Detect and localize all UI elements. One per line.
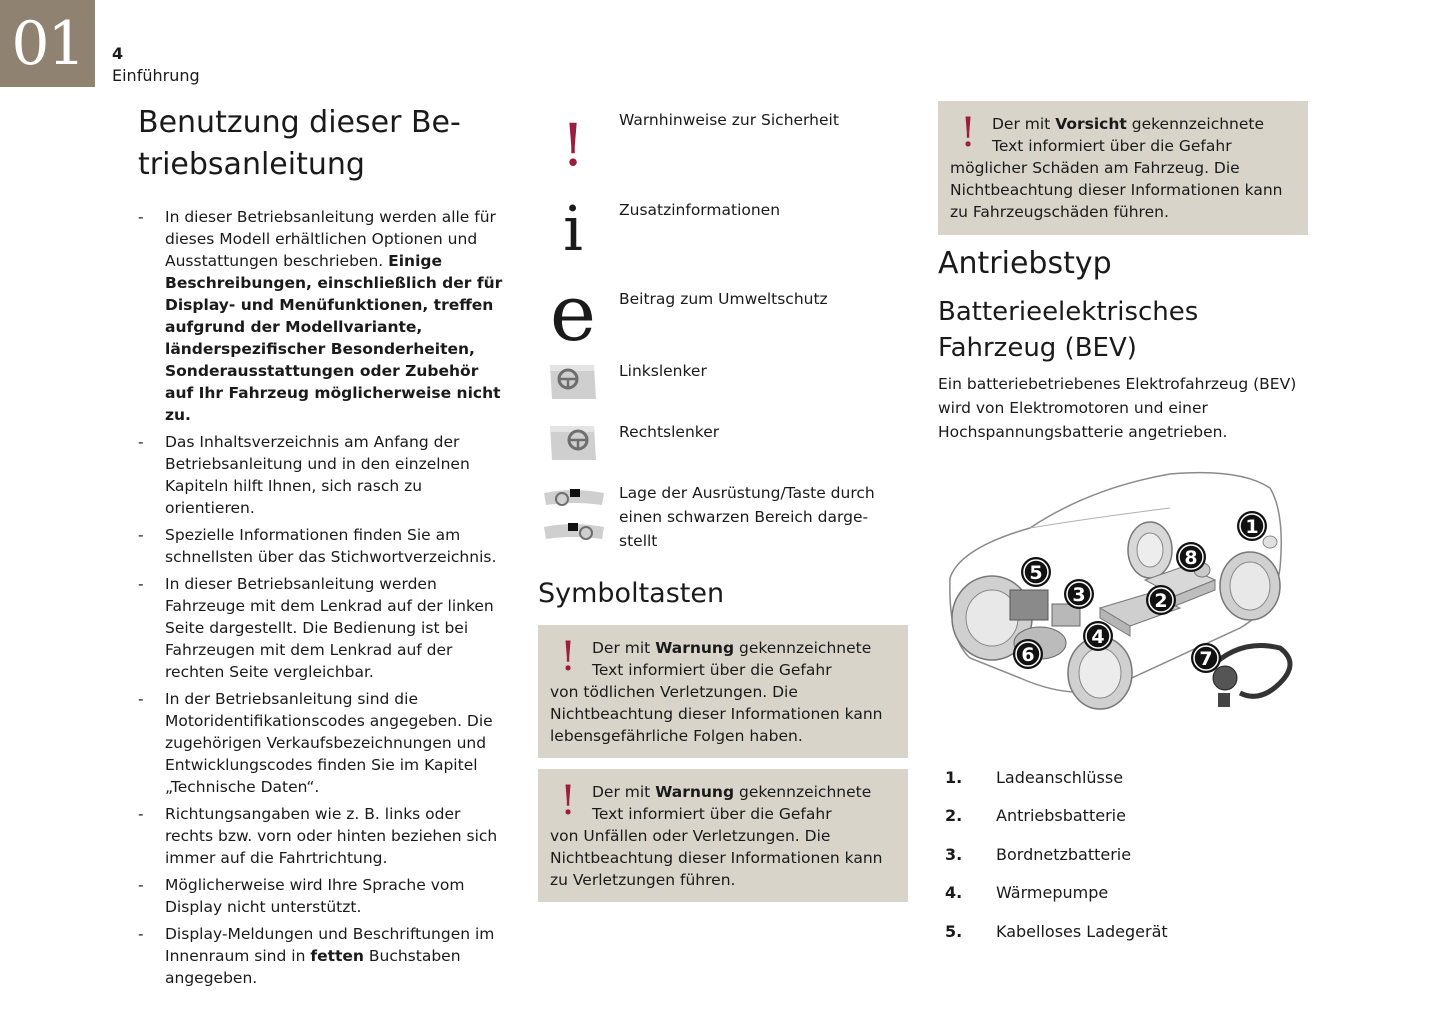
svg-text:1: 1 xyxy=(1245,516,1259,538)
symbol-label: Rechtslenker xyxy=(619,423,720,441)
environment-icon: e xyxy=(549,269,597,359)
chapter-number: 01 xyxy=(11,8,84,79)
warning-icon: ! xyxy=(560,778,577,824)
chapter-number-box xyxy=(0,0,95,87)
chapter-name: Einführung xyxy=(112,66,200,85)
svg-text:2: 2 xyxy=(1154,590,1168,612)
svg-text:6: 6 xyxy=(1021,644,1035,666)
intro-column xyxy=(138,102,508,994)
legend-item: 5. Kabelloses Ladegerät xyxy=(945,921,1168,941)
bev-diagram xyxy=(940,468,1305,732)
symboltasten-heading: Symboltasten xyxy=(538,578,725,609)
info-icon: i xyxy=(563,192,583,265)
bullet-item: - Möglicherweise wird Ihre Sprache vom Display nicht unterstützt. xyxy=(138,874,508,918)
symbol-label: Warnhinweise zur Sicherheit xyxy=(619,111,839,129)
antriebstyp-heading: Antriebstyp xyxy=(938,246,1112,281)
diagram-badge-8 xyxy=(1176,542,1206,572)
left-hand-drive-icon xyxy=(538,361,608,405)
warning-icon: ! xyxy=(561,111,585,179)
bev-subheading: Batterieelektrisches Fahrzeug (BEV) xyxy=(938,297,1199,363)
svg-text:4: 4 xyxy=(1091,626,1105,648)
bullet-item: - In der Betriebsanleitung sind die Motoridentifikationscodes angegeben. Die zugehörigen Verkaufsbezeichnungen und Entwicklungscodes finden Sie im Kapitel „Technische Daten“. xyxy=(138,688,508,798)
bullet-item: - Richtungsangaben wie z. B. links oder rechts bzw. vorn oder hinten beziehen sich immer auf die Fahrtrichtung. xyxy=(138,803,508,869)
diagram-badge-2 xyxy=(1146,585,1176,615)
diagram-badge-1 xyxy=(1237,511,1267,541)
diagram-legend xyxy=(945,768,1305,960)
diagram-badge-7 xyxy=(1191,643,1221,673)
bullet-item: - In dieser Betriebsanleitung werden alle für dieses Modell erhältlichen Optionen und Ausstattungen beschrieben. Einige Beschreibungen, einschließlich der für Display- und Menüfunktionen, treffen aufgrund der Modellvariante, länderspezifischer Besonderheiten, Sonderausstattungen oder Zubehör auf Ihr Fahrzeug möglicherweise nicht zu. xyxy=(138,206,508,426)
legend-item: 1. Ladeanschlüsse xyxy=(945,768,1124,787)
caution-notice: ! Der mit Vorsicht gekennzeichnete Text informiert über die Gefahr möglicher Schäden am Fahrzeug. Die Nichtbeachtung dieser Informationen kann zu Fahrzeugschäden führen. xyxy=(938,101,1308,235)
svg-text:7: 7 xyxy=(1199,648,1213,670)
legend-item: 4. Wärmepumpe xyxy=(945,883,1109,903)
page-title: Benutzung dieser Be- triebsanleitung xyxy=(138,105,461,182)
legend-item: 3. Bordnetzbatterie xyxy=(945,844,1132,864)
equipment-location-icon xyxy=(538,485,608,555)
bullet-item: - Das Inhaltsverzeichnis am Anfang der Betriebsanleitung und in den einzelnen Kapiteln hilft Ihnen, sich rasch zu orientieren. xyxy=(138,431,508,519)
svg-text:3: 3 xyxy=(1072,584,1086,606)
diagram-badge-5 xyxy=(1021,557,1051,587)
usage-bullet-list xyxy=(138,206,508,989)
warning-notice-injury: ! Der mit Warnung gekennzeichnete Text informiert über die Gefahr von Unfällen oder Verletzungen. Die Nichtbeachtung dieser Informationen kann zu Verletzungen führen. xyxy=(538,769,908,902)
diagram-badge-4 xyxy=(1083,621,1113,651)
diagram-badge-6 xyxy=(1013,639,1043,669)
legend-item: 2. Antriebsbatterie xyxy=(945,806,1126,826)
symbol-label: Lage der Ausrüstung/Taste durch einen schwarzen Bereich darge- stellt xyxy=(619,484,875,550)
front-wheel xyxy=(1220,552,1280,620)
warning-icon: ! xyxy=(560,634,577,680)
diagram-badge-3 xyxy=(1064,579,1094,609)
symbol-label: Beitrag zum Umweltschutz xyxy=(619,290,828,308)
bullet-item: - In dieser Betriebsanleitung werden Fahrzeuge mit dem Lenkrad auf der linken Seite dargestellt. Die Bedienung ist bei Fahrzeugen mit dem Lenkrad auf der rechten Seite vergleichbar. xyxy=(138,573,508,683)
symbol-label: Linkslenker xyxy=(619,362,707,380)
bullet-item: - Spezielle Informationen finden Sie am schnellsten über das Stichwortverzeichnis. xyxy=(138,524,508,568)
svg-text:5: 5 xyxy=(1029,562,1043,584)
bullet-item: - Display-Meldungen und Beschriftungen im Innenraum sind in fetten Buchstaben angegeben. xyxy=(138,923,508,989)
warning-notice-fatal: ! Der mit Warnung gekennzeichnete Text informiert über die Gefahr von tödlichen Verletzungen. Die Nichtbeachtung dieser Informationen kann lebensgefährliche Folgen haben. xyxy=(538,625,908,758)
page-number: 4 xyxy=(112,44,124,63)
bev-description: Ein batteriebetriebenes Elektrofahrzeug (BEV) wird von Elektromotoren und einer Hochspannungsbatterie angetrieben. xyxy=(938,375,1297,441)
right-hand-drive-icon xyxy=(538,422,608,466)
symbol-label: Zusatzinformationen xyxy=(619,201,781,219)
warning-icon: ! xyxy=(960,110,977,156)
svg-text:8: 8 xyxy=(1184,547,1198,569)
